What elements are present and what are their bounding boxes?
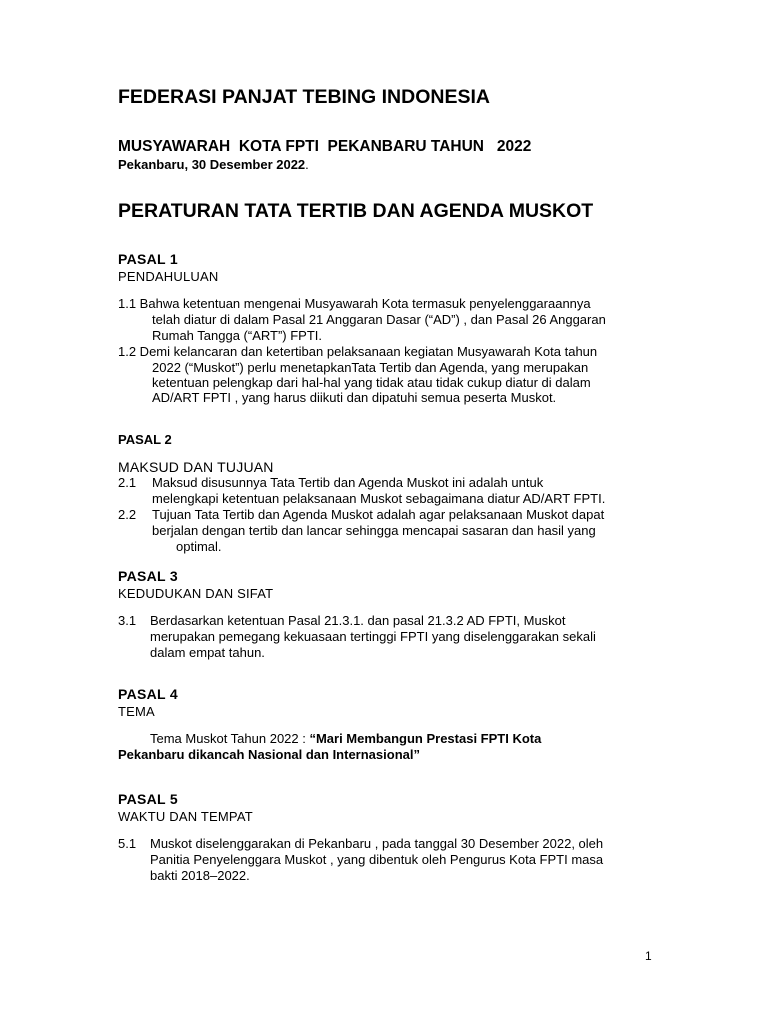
event-date — [118, 157, 309, 172]
pasal-4-subtitle: TEMA — [118, 704, 155, 719]
pasal-3-item-1-line: Berdasarkan ketentuan Pasal 21.3.1. dan pasal 21.3.2 AD FPTI, Muskot — [150, 613, 566, 628]
pasal-2-item-2-number: 2.2 — [118, 507, 137, 522]
pasal-2-item-1-line: Maksud disusunnya Tata Tertib dan Agenda Muskot ini adalah untuk — [152, 475, 544, 490]
pasal-4-theme-line-1 — [150, 731, 541, 747]
pasal-5-heading: PASAL 5 — [118, 791, 178, 807]
theme-label: Tema Muskot Tahun 2022 : — [150, 731, 310, 746]
pasal-2-item-1-line: melengkapi ketentuan pelaksanaan Muskot sebagaimana diatur AD/ART FPTI. — [152, 491, 606, 506]
theme-text-part-1: “Mari Membangun Prestasi FPTI Kota — [309, 731, 542, 746]
event-date-text: Pekanbaru, 30 Desember 2022 — [118, 157, 306, 172]
pasal-1-item-1-line: 1.1 Bahwa ketentuan mengenai Musyawarah Kota termasuk penyelenggaraannya — [118, 296, 591, 311]
pasal-5-item-1-number: 5.1 — [118, 836, 137, 851]
pasal-1-item-2-line: 1.2 Demi kelancaran dan ketertiban pelaksanaan kegiatan Musyawarah Kota tahun — [118, 344, 598, 359]
pasal-2-item-2-line: Tujuan Tata Tertib dan Agenda Muskot adalah agar pelaksanaan Muskot dapat — [152, 507, 605, 522]
pasal-2-item-1-number: 2.1 — [118, 475, 137, 490]
pasal-1-item-1-line: telah diatur di dalam Pasal 21 Anggaran Dasar (“AD”) , dan Pasal 26 Anggaran — [152, 312, 606, 327]
pasal-2-subtitle: MAKSUD DAN TUJUAN — [118, 459, 274, 475]
pasal-2-item-2-line: berjalan dengan tertib dan lancar sehingga mencapai sasaran dan hasil yang — [152, 523, 596, 538]
pasal-1-item-2-line: AD/ART FPTI , yang harus diikuti dan dipatuhi semua peserta Muskot. — [152, 390, 557, 405]
pasal-5-item-1-line: Panitia Penyelenggara Muskot , yang dibentuk oleh Pengurus Kota FPTI masa — [150, 852, 604, 867]
document-title: PERATURAN TATA TERTIB DAN AGENDA MUSKOT — [118, 200, 594, 222]
organization-title: FEDERASI PANJAT TEBING INDONESIA — [118, 86, 490, 108]
pasal-3-item-1-line: merupakan pemegang kekuasaan tertinggi FPTI yang diselenggarakan sekali — [150, 629, 596, 644]
pasal-5-item-1-line: bakti 2018–2022. — [150, 868, 250, 883]
pasal-5-subtitle: WAKTU DAN TEMPAT — [118, 809, 253, 824]
pasal-4-theme-line-2 — [118, 747, 420, 763]
pasal-5-item-1-line: Muskot diselenggarakan di Pekanbaru , pada tanggal 30 Desember 2022, oleh — [150, 836, 604, 851]
pasal-4-heading: PASAL 4 — [118, 686, 178, 702]
pasal-3-subtitle: KEDUDUKAN DAN SIFAT — [118, 586, 274, 601]
pasal-3-item-1-line: dalam empat tahun. — [150, 645, 265, 660]
pasal-1-heading: PASAL 1 — [118, 251, 178, 267]
pasal-1-subtitle: PENDAHULUAN — [118, 269, 219, 284]
pasal-3-heading: PASAL 3 — [118, 568, 178, 584]
pasal-2-heading: PASAL 2 — [118, 432, 172, 447]
event-title: MUSYAWARAH KOTA FPTI PEKANBARU TAHUN 2022 — [118, 138, 532, 155]
theme-text-part-2: Pekanbaru dikancah Nasional dan Internasional” — [118, 747, 420, 762]
pasal-2-item-2-line: optimal. — [176, 539, 222, 554]
pasal-1-item-2-line: 2022 (“Muskot”) perlu menetapkanTata Tertib dan Agenda, yang merupakan — [152, 360, 589, 375]
pasal-3-item-1-number: 3.1 — [118, 613, 137, 628]
pasal-1-item-2-line: ketentuan pelengkap dari hal-hal yang tidak atau tidak cukup diatur di dalam — [152, 375, 591, 390]
event-date-suffix: . — [305, 157, 309, 172]
page-number: 1 — [645, 949, 652, 963]
pasal-1-item-1-line: Rumah Tangga (“ART”) FPTI. — [152, 328, 323, 343]
